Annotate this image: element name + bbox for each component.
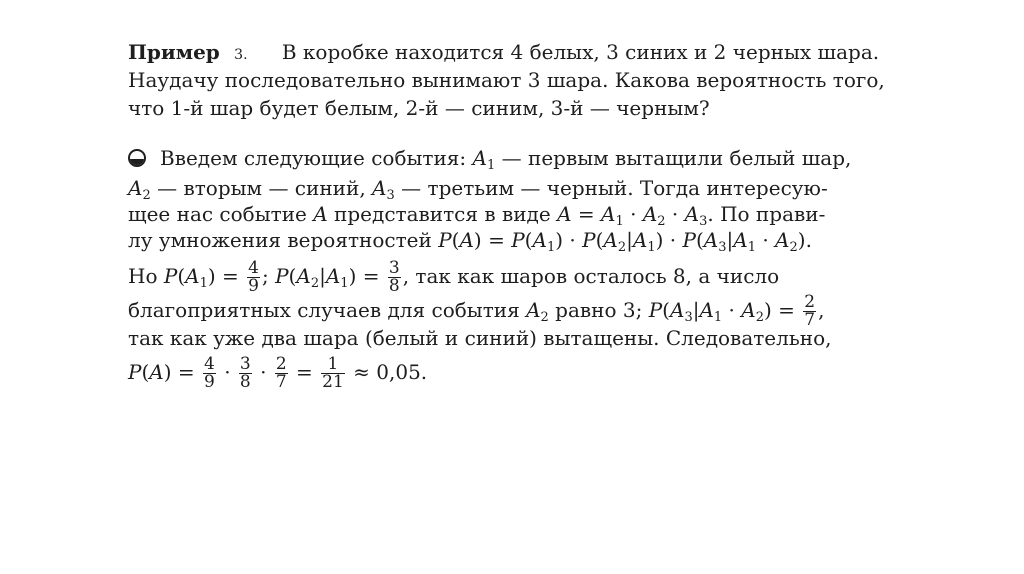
result-value: ≈ 0,05.	[353, 360, 428, 384]
solution-line-4: лу умножения вероятностей $P(A) = P(A_1) \cdot P(A_2|A_1) \cdot P(A_3|A_1 \cdot A_2)$.	[128, 228, 812, 255]
fraction-3-8: $\frac{3}{8}$	[388, 258, 400, 296]
solution-text-rule: . По прави-	[707, 202, 826, 226]
event-a1-text: — первым вытащили белый шар,	[501, 146, 852, 170]
example-line-2: Наудачу последовательно вынимают 3 шара. Какова вероятность того,	[128, 68, 885, 92]
example-line-3: что 1-й шар будет белым, 2-й — синим, 3-й — черным?	[128, 96, 710, 120]
solution-text-mult: лу умножения вероятностей	[128, 228, 432, 252]
event-a3-text: — третьим — черный. Тогда интересую-	[401, 176, 828, 200]
example-number: 3.	[234, 47, 248, 63]
result-fraction-2-7: $\frac{2}{7}$	[275, 354, 287, 392]
result-fraction-4-9: $\frac{4}{9}$	[204, 354, 215, 392]
solution-text-equals3: равно 3;	[555, 298, 643, 322]
fraction-4-9: $\frac{4}{9}$	[248, 258, 259, 296]
solution-intro: Введем следующие события:	[160, 146, 467, 170]
example-label: Пример	[128, 40, 220, 64]
example-text-1: В коробке находится 4 белых, 3 синих и 2 черных шара.	[281, 40, 880, 64]
solution-line-2: $A_2$ — вторым — синий, $A_3$ — третьим — черный. Тогда интересую-	[128, 176, 828, 203]
solution-text-remaining: так как шаров осталось 8, а число	[415, 264, 780, 288]
fraction-2-7: $\frac{2}{7}$	[804, 292, 816, 330]
solution-line-6: благоприятных случаев для события $A_2$ равно 3; $P(A_3|A_1 \cdot A_2)$ = $\frac{2}{7}$ ,	[128, 292, 825, 330]
solution-line-8: P(A) = $\frac{4}{9}$ · $\frac{3}{8}$ · $\frac{2}{7}$ = $\frac{1}{21}$ ≈ 0,05.	[128, 354, 428, 392]
solution-text-event: щее нас событие	[128, 202, 307, 226]
result-fraction-3-8: $\frac{3}{8}$	[239, 354, 251, 392]
result-fraction-1-21: $\frac{1}{21}$	[322, 354, 344, 392]
solution-text-form: представится в виде	[334, 202, 551, 226]
solution-text-favorable: благоприятных случаев для события	[128, 298, 520, 322]
solution-line-7: так как уже два шара (белый и синий) вытащены. Следовательно,	[128, 326, 832, 350]
solution-line-3: щее нас событие A представится в виде $A = A_1 \cdot A_2 \cdot A_3$. По прави-	[128, 202, 826, 229]
event-a2-text: — вторым — синий,	[157, 176, 366, 200]
solution-marker-icon	[128, 149, 146, 167]
solution-text-but: Но	[128, 264, 158, 288]
solution-line-1: Введем следующие события: $A_1$ — первым вытащили белый шар,	[128, 146, 851, 170]
solution-line-5: Но $P(A_1)$ = $\frac{4}{9}$ ; $P(A_2|A_1)$ = $\frac{3}{8}$ , так как шаров осталось 8, а число	[128, 258, 780, 296]
example-line-1	[128, 40, 879, 67]
